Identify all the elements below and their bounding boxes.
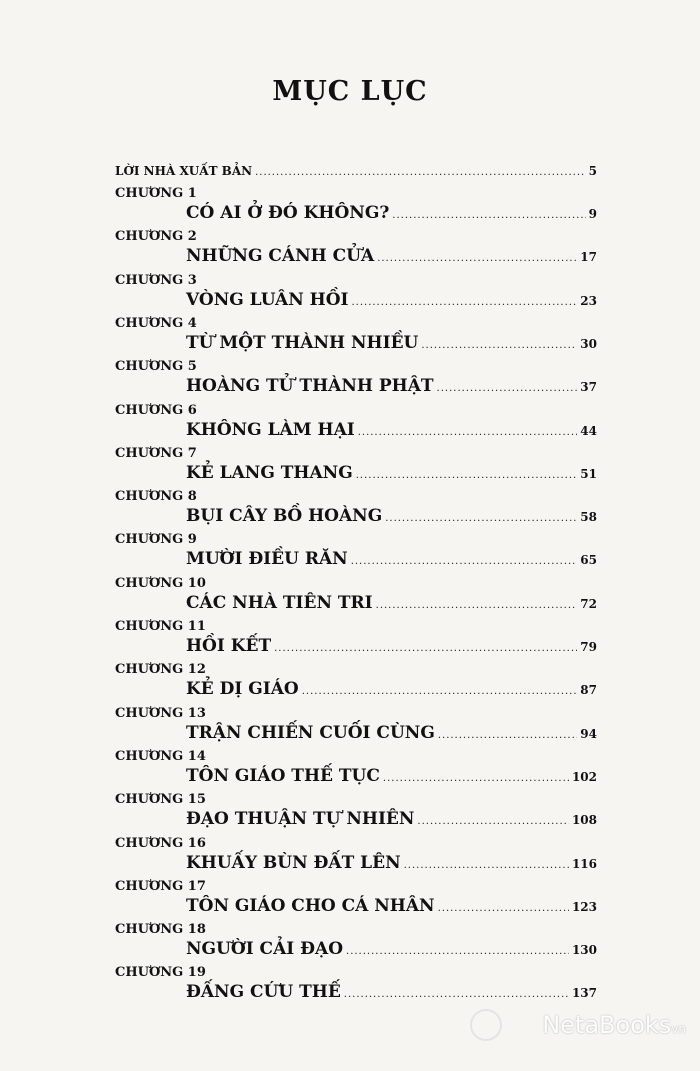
toc-entry-chapter-18[interactable] [186,939,597,959]
toc-entry-chapter-14[interactable] [186,766,597,786]
entry-title: ĐẠO THUẬN TỰ NHIÊN [186,809,415,830]
leader-dots [351,556,578,567]
chapter-label: CHƯƠNG 16 [115,835,206,851]
entry-page: 116 [571,856,597,871]
entry-page: 44 [580,423,597,438]
entry-page: 130 [571,943,597,958]
entry-page: 94 [580,726,597,741]
toc-entry-chapter-5[interactable] [186,376,597,396]
entry-page: 30 [580,336,597,351]
entry-page: 79 [580,640,597,654]
entry-page: 58 [580,510,597,525]
entry-title: KẺ DỊ GIÁO [186,679,299,700]
leader-dots [274,643,577,654]
entry-title: CÁC NHÀ TIÊN TRI [186,592,373,613]
entry-title: ĐẤNG CỨU THẾ [186,982,341,1003]
leader-dots [351,297,577,308]
chapter-label: CHƯƠNG 14 [115,748,206,764]
chapter-label: CHƯƠNG 8 [115,489,197,505]
entry-page: 17 [580,250,597,265]
entry-page: 87 [580,683,597,698]
leader-dots [346,946,569,957]
entry-title: HỒI KẾT [186,636,272,656]
chapter-label: CHƯƠNG 12 [115,662,206,678]
entry-page: 123 [571,899,597,914]
leader-dots [255,167,586,178]
entry-title: TRẬN CHIẾN CUỐI CÙNG [186,722,435,743]
entry-title: KHÔNG LÀM HẠI [186,419,355,440]
leader-dots [344,989,569,1000]
entry-page: 5 [588,164,597,178]
entry-page: 51 [580,466,597,481]
entry-page: 137 [571,986,597,1001]
chapter-label: CHƯƠNG 9 [115,532,197,548]
toc-entry-chapter-9[interactable] [186,549,597,569]
toc-entry-foreword[interactable] [115,164,597,178]
toc-entry-chapter-2[interactable] [186,246,597,266]
chapter-label: CHƯƠNG 3 [115,272,197,288]
entry-page: 9 [588,207,597,221]
chapter-label: CHƯƠNG 13 [115,705,206,721]
chapter-label: CHƯƠNG 6 [115,402,197,418]
toc-entry-chapter-16[interactable] [186,853,597,873]
leader-dots [385,513,577,524]
entry-title: CÓ AI Ở ĐÓ KHÔNG? [186,203,390,223]
entry-title: NHỮNG CÁNH CỬA [186,246,375,267]
leader-dots [438,730,577,741]
chapter-label: CHƯƠNG 10 [115,575,206,591]
leader-dots [376,600,578,611]
toc-entry-chapter-8[interactable] [186,506,597,526]
leader-dots [417,816,569,827]
chapter-label: CHƯƠNG 5 [115,359,197,375]
entry-page: 23 [580,293,597,308]
leader-dots [377,253,577,264]
toc-entry-chapter-15[interactable] [186,809,597,829]
toc-entry-chapter-11[interactable] [186,636,597,656]
leader-dots [358,427,578,438]
entry-page: 37 [580,380,597,395]
entry-page: 72 [580,596,597,611]
leader-dots [421,340,577,351]
chapter-label: CHƯƠNG 19 [115,965,206,981]
leader-dots [383,773,569,784]
watermark: NetaBooksvn [542,1011,686,1039]
entry-title: HOÀNG TỬ THÀNH PHẬT [186,376,434,397]
netabooks-logo-icon [470,1009,502,1041]
chapter-label: CHƯƠNG 18 [115,922,206,938]
chapter-label: CHƯƠNG 15 [115,792,206,808]
leader-dots [356,470,578,481]
entry-page: 102 [571,769,597,784]
chapter-label: CHƯƠNG 4 [115,315,197,331]
toc-entry-chapter-17[interactable] [186,896,597,916]
entry-title: NGƯỜI CẢI ĐẠO [186,939,344,960]
chapter-label: CHƯƠNG 7 [115,445,197,461]
leader-dots [438,903,569,914]
entry-page: 108 [571,813,597,828]
entry-title: TỪ MỘT THÀNH NHIỀU [186,332,419,353]
entry-title: MƯỜI ĐIỀU RĂN [186,549,348,570]
toc-entry-chapter-12[interactable] [186,679,597,699]
toc-entry-chapter-10[interactable] [186,593,597,613]
toc-entry-chapter-6[interactable] [186,420,597,440]
entry-page: 65 [580,553,597,568]
entry-title: LỜI NHÀ XUẤT BẢN [115,164,253,178]
toc-entry-chapter-1[interactable] [186,203,597,223]
entry-title: KHUẤY BÙN ĐẤT LÊN [186,852,401,873]
chapter-label: CHƯƠNG 17 [115,878,206,894]
entry-title: TÔN GIÁO THẾ TỤC [186,765,380,786]
toc-entry-chapter-3[interactable] [186,290,597,310]
leader-dots [404,860,569,871]
toc-entry-chapter-7[interactable] [186,463,597,483]
chapter-label: CHƯƠNG 1 [115,186,197,201]
chapter-label: CHƯƠNG 2 [115,229,197,245]
toc-entry-chapter-13[interactable] [186,723,597,743]
leader-dots [437,383,578,394]
entry-title: TÔN GIÁO CHO CÁ NHÂN [186,895,435,916]
entry-title: KẺ LANG THANG [186,462,353,483]
leader-dots [392,210,585,221]
toc-entry-chapter-4[interactable] [186,333,597,353]
toc-entry-chapter-19[interactable] [186,982,597,1002]
entry-title: BỤI CÂY BỒ HOÀNG [186,506,383,527]
chapter-label: CHƯƠNG 11 [115,619,206,634]
entry-title: VÒNG LUÂN HỒI [186,289,349,310]
leader-dots [302,686,578,697]
page-title: MỤC LỤC [272,76,428,107]
